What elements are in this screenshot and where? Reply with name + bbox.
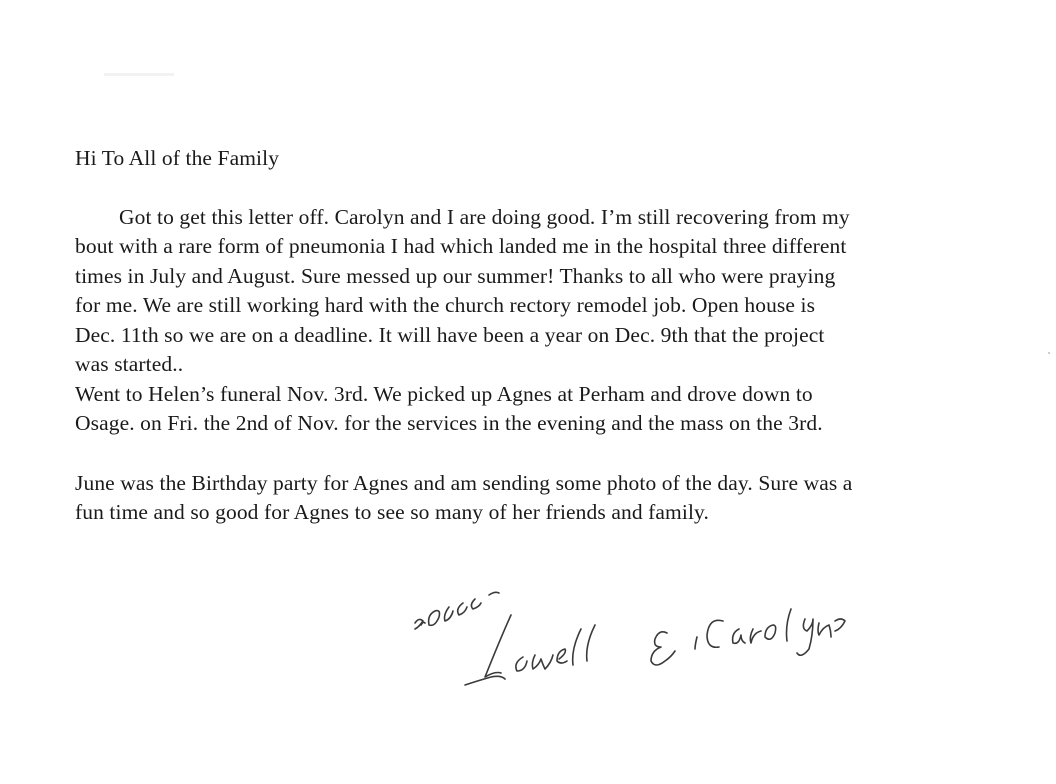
paragraph-2 xyxy=(75,380,1005,439)
paragraph-line: fun time and so good for Agnes to see so many of her friends and family. xyxy=(75,500,709,524)
greeting: Hi To All of the Family xyxy=(75,146,280,170)
paragraph-line: Got to get this letter off. Carolyn and I are doing good. I’m still recovering from my xyxy=(119,204,850,229)
paragraph-line: Osage. on Fri. the 2nd of Nov. for the services in the evening and the mass on the 3rd. xyxy=(75,411,823,435)
paragraph-3 xyxy=(75,469,1005,528)
paragraph-line: Went to Helen’s funeral Nov. 3rd. We picked up Agnes at Perham and drove down to xyxy=(75,381,813,406)
signature-drawing xyxy=(405,585,875,705)
handwritten-signature xyxy=(405,585,875,705)
paragraph-line: June was the Birthday party for Agnes and am sending some photo of the day. Sure was a xyxy=(75,470,853,495)
letter-body xyxy=(75,144,1005,528)
paragraph-line: Dec. 11th so we are on a deadline. It will have been a year on Dec. 9th that the project xyxy=(75,322,825,347)
paragraph-line: for me. We are still working hard with the church rectory remodel job. Open house is xyxy=(75,293,816,317)
paragraph-line: times in July and August. Sure messed up our summer! Thanks to all who were praying xyxy=(75,263,836,288)
scan-artifact xyxy=(104,73,174,76)
paragraph-1 xyxy=(75,203,1005,380)
paragraph-line: bout with a rare form of pneumonia I had which landed me in the hospital three different xyxy=(75,234,847,258)
paragraph-line: was started.. xyxy=(75,352,184,376)
scan-speck xyxy=(1048,352,1050,354)
